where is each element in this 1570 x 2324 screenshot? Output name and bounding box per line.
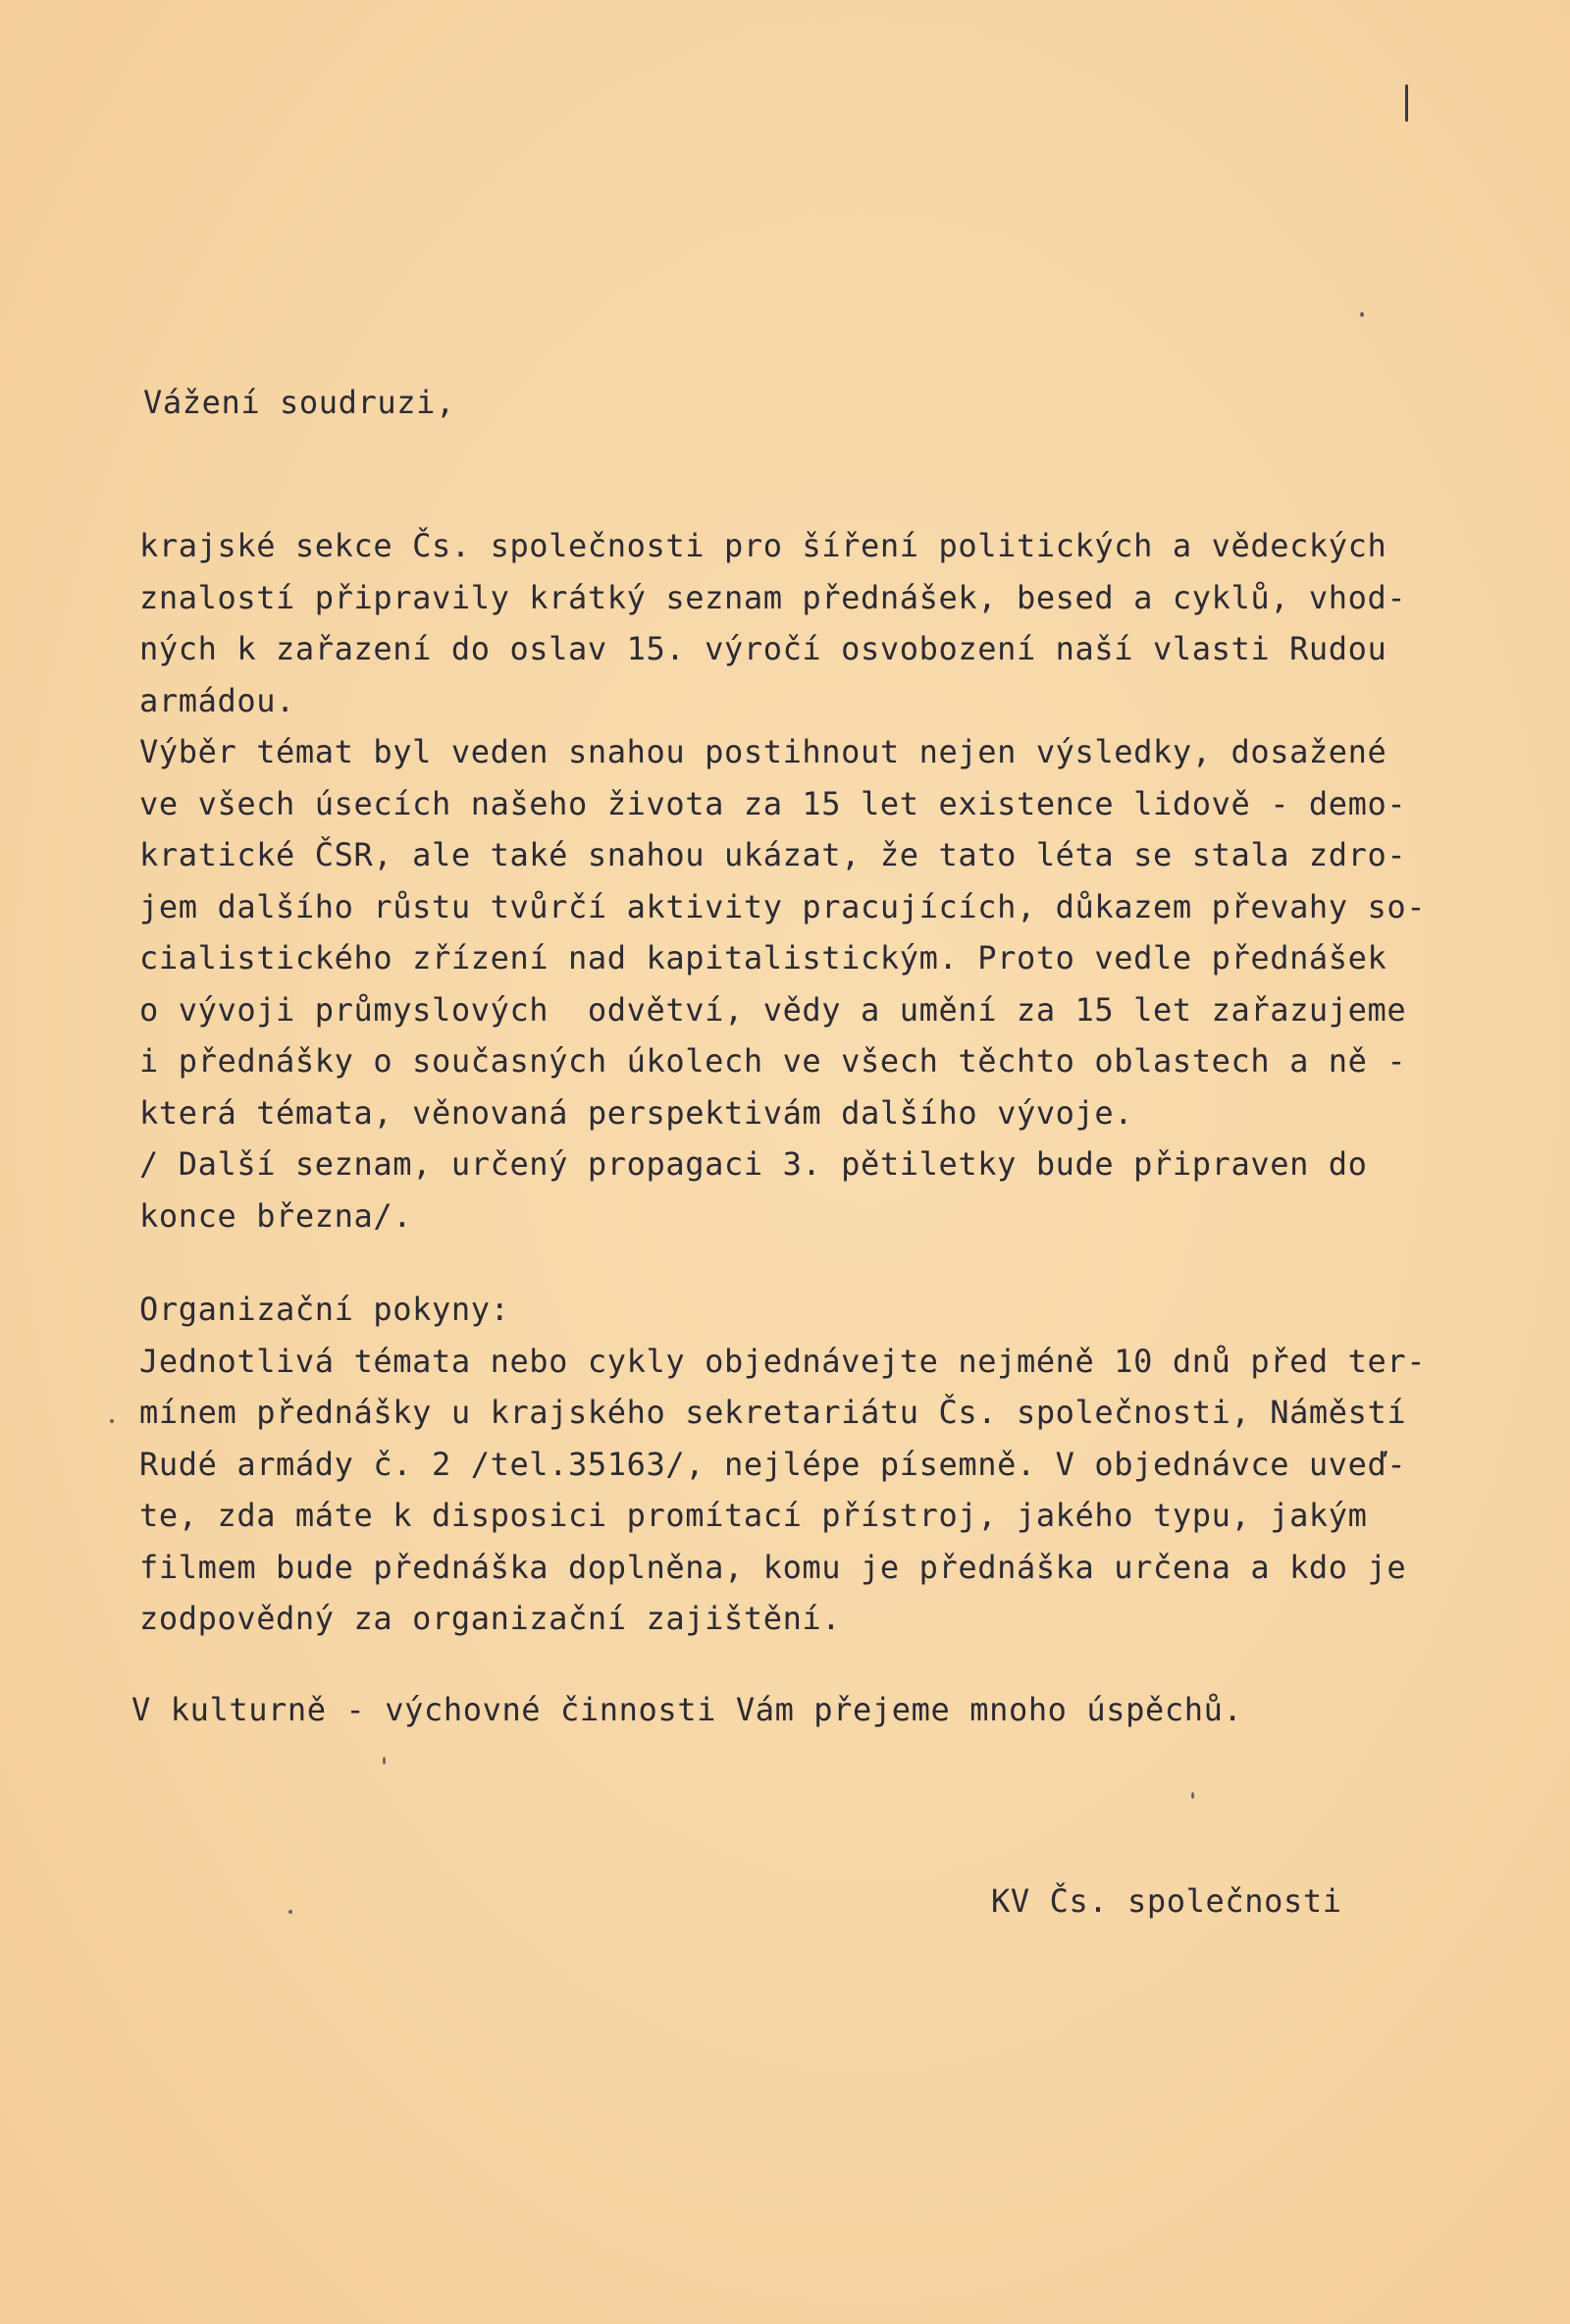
- body-line: krajské sekce Čs. společnosti pro šíření politických a vědeckých: [139, 527, 1387, 564]
- organization-line: Jednotlivá témata nebo cykly objednávejte nejméně 10 dnů před ter-: [139, 1342, 1427, 1380]
- body-line: ných k zařazení do oslav 15. výročí osvobození naší vlasti Rudou: [139, 630, 1387, 667]
- body-line: znalostí připravily krátký seznam přednášek, besed a cyklů, vhod-: [139, 578, 1407, 616]
- body-line: o vývoji průmyslových odvětví, vědy a umění za 15 let zařazujeme: [139, 990, 1407, 1029]
- paper-speck: [383, 1757, 386, 1765]
- body-line: konce března/.: [139, 1196, 413, 1235]
- margin-mark: [1405, 84, 1408, 122]
- signature: KV Čs. společnosti: [991, 1882, 1342, 1920]
- body-line: která témata, věnovaná perspektivám dalšího vývoje.: [139, 1093, 1134, 1132]
- organization-line: te, zda máte k disposici promítací přístroj, jakého typu, jakým: [139, 1497, 1368, 1534]
- body-line: cialistického zřízení nad kapitalistickým. Proto vedle přednášek: [139, 939, 1387, 977]
- paper-speck: [1191, 1792, 1194, 1799]
- body-line: i přednášky o současných úkolech ve všech těchto oblastech a ně -: [139, 1042, 1407, 1080]
- salutation: Vážení soudruzi,: [143, 384, 455, 421]
- body-line: / Další seznam, určený propagaci 3. pětiletky bude připraven do: [139, 1145, 1368, 1183]
- body-line: armádou.: [139, 681, 295, 719]
- organization-line: mínem přednášky u krajského sekretariátu Čs. společnosti, Náměstí: [139, 1394, 1407, 1431]
- organization-line: zodpovědný za organizační zajištění.: [139, 1600, 842, 1637]
- organization-paragraph: [139, 1284, 1426, 1645]
- wish-line: V kulturně - výchovné činnosti Vám přejeme mnoho úspěchů.: [131, 1691, 1243, 1728]
- body-line: kratické ČSR, ale také snahou ukázat, že tato léta se stala zdro-: [139, 836, 1407, 873]
- paper-speck: [288, 1910, 292, 1914]
- body-line: ve všech úsecích našeho života za 15 let existence lidově - demo-: [139, 784, 1407, 822]
- paper-speck: [110, 1419, 114, 1423]
- organization-line: Rudé armády č. 2 /tel.35163/, nejlépe písemně. V objednávce uveď-: [139, 1445, 1407, 1483]
- body-paragraph: [139, 520, 1426, 1241]
- organization-line: filmem bude přednáška doplněna, komu je přednáška určena a kdo je: [139, 1548, 1407, 1586]
- body-line: Výběr témat byl veden snahou postihnout nejen výsledky, dosažené: [139, 733, 1387, 770]
- paper-speck: [1360, 312, 1364, 317]
- organization-heading: Organizační pokyny:: [139, 1291, 510, 1328]
- body-line: jem dalšího růstu tvůrčí aktivity pracujících, důkazem převahy so-: [139, 887, 1427, 925]
- wish-paragraph: [131, 1684, 1242, 1736]
